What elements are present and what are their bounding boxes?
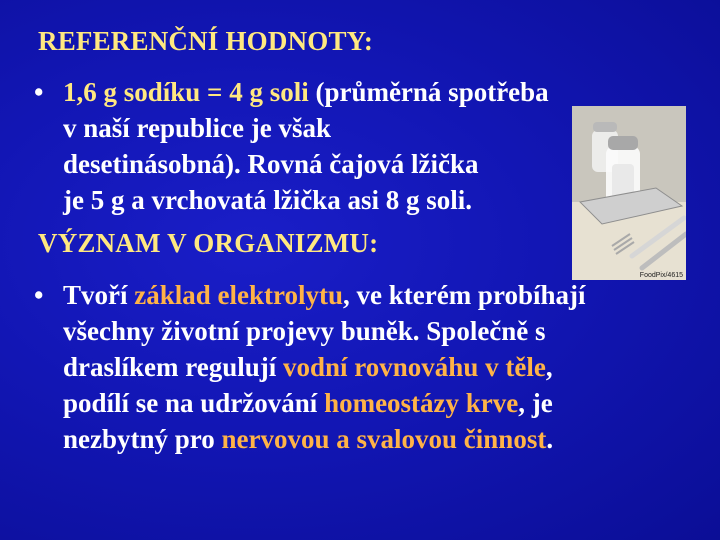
text-segment: , je <box>518 388 553 418</box>
text-segment: podílí se na udržování <box>63 388 325 418</box>
salt-shaker-photo <box>572 106 686 280</box>
text-segment: nezbytný pro <box>63 424 222 454</box>
bullet-marker: • <box>34 77 44 107</box>
front-shaker-cap <box>608 136 638 150</box>
back-shaker-cap <box>593 122 617 132</box>
highlight-sodium-salt: 1,6 g sodíku = 4 g soli <box>63 77 309 107</box>
bullet-line: je 5 g a vrchovatá lžička asi 8 g soli. <box>63 185 472 215</box>
bullet-role-in-organism <box>34 277 585 457</box>
text-segment: , <box>545 352 553 382</box>
text-segment: draslíkem regulují <box>63 352 284 382</box>
bullet-line <box>63 277 585 313</box>
highlight-electrolyte: základ elektrolytu <box>134 280 343 310</box>
photo-credit: FoodPix/4615 <box>639 272 683 279</box>
heading-role-in-organism: VÝZNAM V ORGANIZMU: <box>38 228 379 258</box>
heading-reference-values: REFERENČNÍ HODNOTY: <box>38 26 374 56</box>
highlight-nerve-muscle: nervovou a svalovou činnost <box>221 424 547 454</box>
bullet-line <box>63 385 585 421</box>
salt-shaker-illustration <box>572 106 686 280</box>
text-segment: , ve kterém probíhají <box>343 280 586 310</box>
highlight-homeostasis: homeostázy krve <box>324 388 519 418</box>
bullet-line <box>63 74 549 110</box>
bullet-marker: • <box>34 280 44 310</box>
bullet-line: desetinásobná). Rovná čajová lžička <box>63 149 479 179</box>
text-segment: . <box>546 424 554 454</box>
bullet-reference-values <box>34 74 549 218</box>
bullet-text <box>63 74 549 218</box>
text-segment: (průměrná spotřeba <box>308 77 549 107</box>
bullet-text <box>63 277 585 457</box>
bullet-line <box>63 421 585 457</box>
bullet-line <box>63 349 585 385</box>
highlight-water-balance: vodní rovnováhu v těle <box>283 352 546 382</box>
text-segment: Tvoří <box>63 280 135 310</box>
bullet-line: v naší republice je však <box>63 113 332 143</box>
bullet-line: všechny životní projevy buněk. Společně s <box>63 316 546 346</box>
